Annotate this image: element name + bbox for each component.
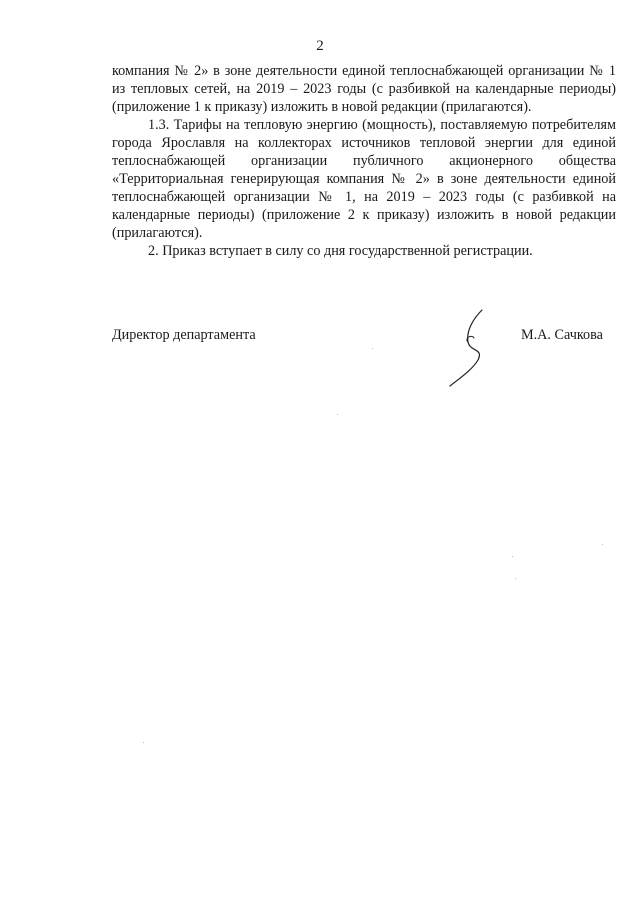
scan-speck: [372, 348, 373, 349]
scan-speck: [602, 544, 603, 545]
scan-speck: [337, 414, 338, 415]
signatory-title: Директор департамента: [112, 327, 256, 343]
paragraph-continuation: компания № 2» в зоне деятельности единой теплоснабжающей организации № 1 из тепловых сетей, на 2019 – 2023 годы (с разбивкой на календарные периоды) (приложение 1 к приказу) изложить в новой редакции (прилагаются).: [112, 63, 616, 115]
scan-speck: [143, 742, 144, 743]
handwritten-signature: [444, 308, 494, 388]
signatory-name: М.А. Сачкова: [521, 327, 603, 343]
scan-speck: [515, 578, 516, 579]
paragraph-tariffs-1-3: 1.3. Тарифы на тепловую энергию (мощность), поставляемую потребителям города Ярославля на коллекторах источников тепловой энергии для единой теплоснабжающей организации публичного акционерного общества «Территориальная генерирующая компания № 2» в зоне деятельности единой теплоснабжающей организации № 1, на 2019 – 2023 годы (с разбивкой на календарные периоды) (приложение 2 к приказу) изложить в новой редакции (прилагаются).: [112, 117, 616, 241]
paragraph-effective-date: 2. Приказ вступает в силу со дня государственной регистрации.: [148, 243, 533, 259]
scan-speck: [512, 556, 513, 557]
document-body: [112, 62, 616, 260]
page-number: 2: [316, 38, 324, 54]
